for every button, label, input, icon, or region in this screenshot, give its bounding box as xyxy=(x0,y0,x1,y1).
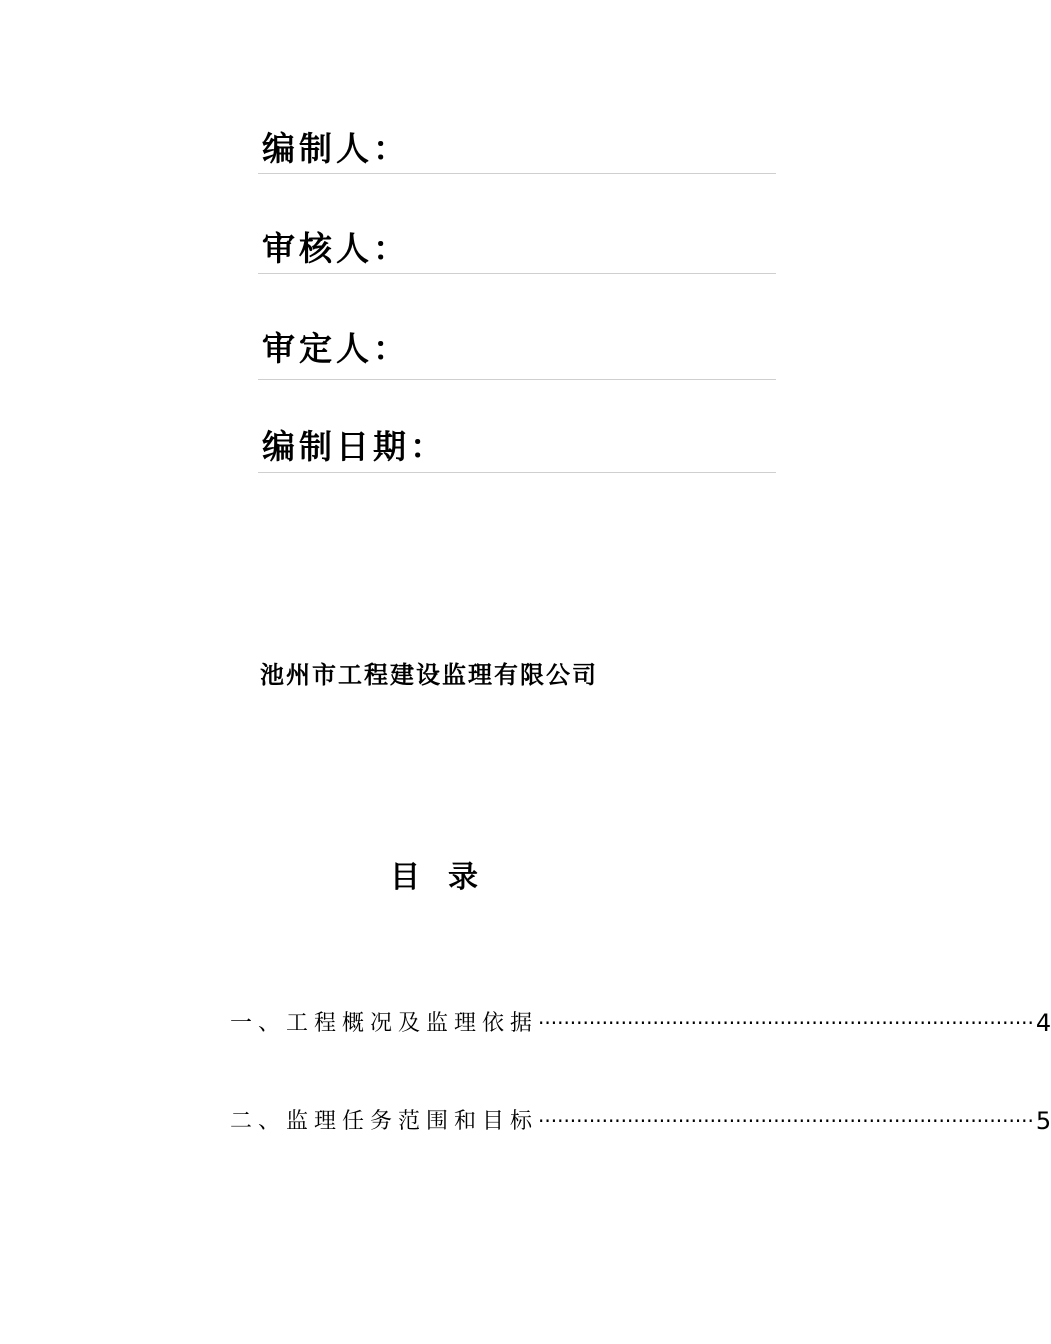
toc-title: 目录 xyxy=(390,860,506,895)
compiler-signature-row xyxy=(258,126,776,174)
toc-entry-page: 5 xyxy=(1035,1107,1051,1135)
toc-entry-text: 二、监理任务范围和目标 xyxy=(230,1109,539,1134)
approver-signature-row xyxy=(258,326,776,380)
toc-entry[interactable] xyxy=(230,1003,1051,1037)
date-signature-row xyxy=(258,424,776,473)
toc-entry-text: 一、工程概况及监理依据 xyxy=(230,1011,539,1036)
company-name: 池州市工程建设监理有限公司 xyxy=(260,660,598,689)
date-label: 编制日期： xyxy=(262,427,447,466)
toc-entry-page: 4 xyxy=(1035,1009,1051,1037)
toc-entry[interactable] xyxy=(230,1101,1051,1135)
reviewer-label: 审核人： xyxy=(262,229,410,268)
approver-label: 审定人： xyxy=(262,329,410,368)
reviewer-signature-row xyxy=(258,226,776,274)
compiler-label: 编制人： xyxy=(262,129,410,168)
toc-leader-dots: ·············································································· xyxy=(538,1011,1034,1035)
toc-leader-dots: ·············································································· xyxy=(538,1109,1034,1133)
